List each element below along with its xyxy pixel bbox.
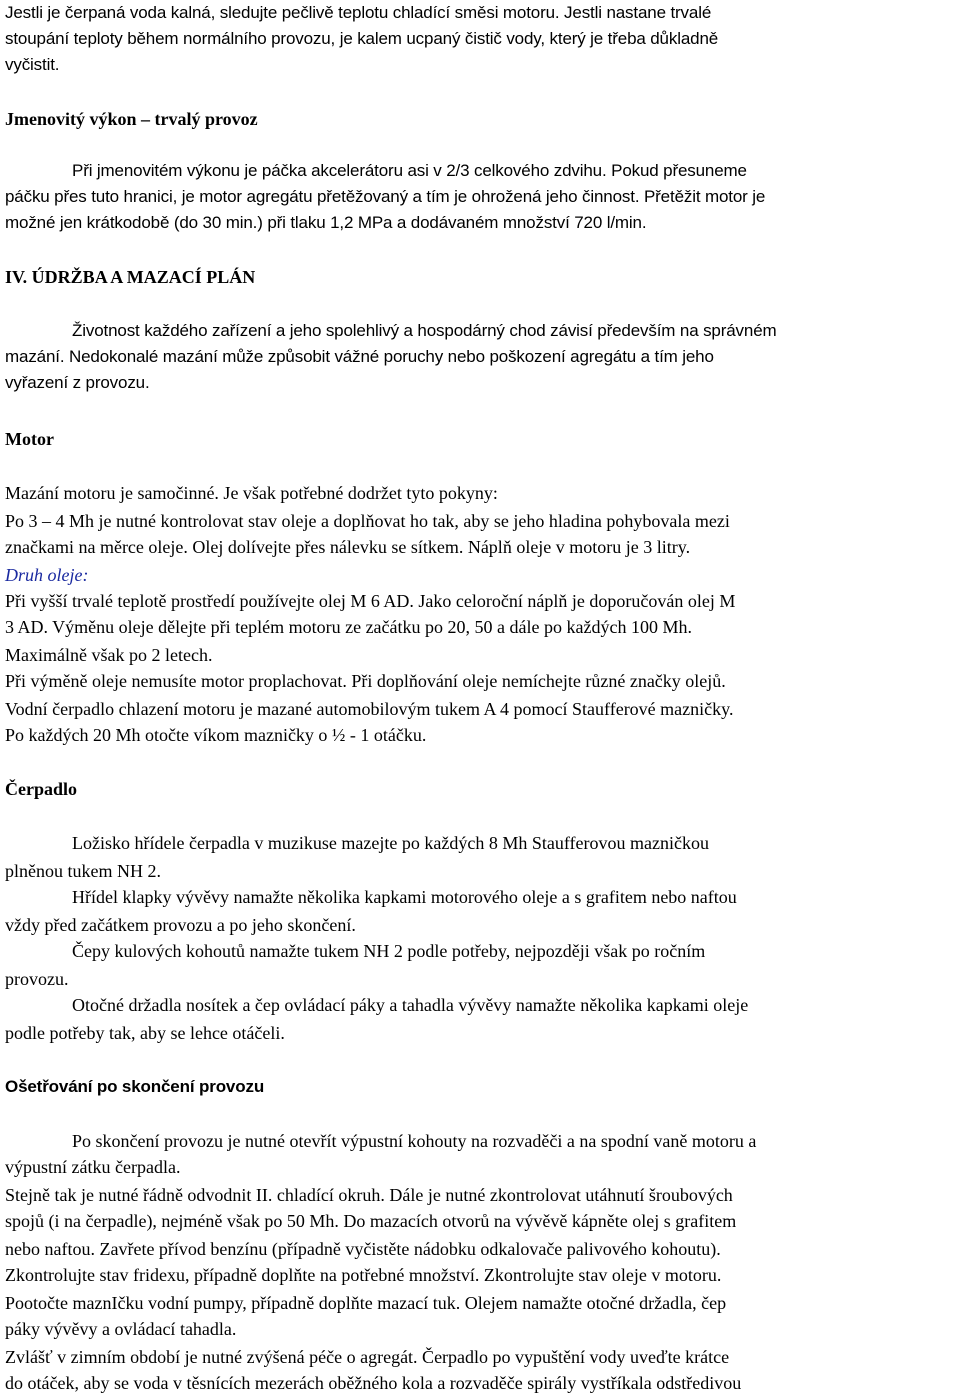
intro-line-2: stoupání teploty během normálního provozu, je kalem ucpaný čistič vody, který je třeba důkladně: [5, 29, 719, 48]
pump-line-7: Otočné držadla nosítek a čep ovládací páky a tahadla vývěvy namažte několika kapkami oleje: [72, 995, 749, 1015]
after-line-8: páky vývěvy a ovládací tahadla.: [5, 1319, 237, 1339]
intro-line-1: Jestli je čerpaná voda kalná, sledujte pečlivě teplotu chladící směsi motoru. Jestli nastane trvalé: [5, 3, 712, 22]
after-line-1: Po skončení provozu je nutné otevřít výpustní kohouty na rozvaděči a na spodní vaně motoru a: [72, 1131, 757, 1151]
maintenance-line-2: mazání. Nedokonalé mazání může způsobit vážné poruchy nebo poškození agregátu a tím jeho: [5, 347, 714, 366]
oil-line-3: Maximálně však po 2 letech.: [5, 645, 213, 665]
maintenance-line-1: Životnost každého zařízení a jeho spolehlivý a hospodárný chod závisí především na správném: [72, 321, 777, 340]
after-line-10: do otáček, aby se voda v těsnících mezerách oběžného kola a rozvaděče spirály vystříkala odstředivou: [5, 1373, 742, 1393]
motor-line-3: značkami na měrce oleje. Olej dolívejte přes nálevku se sítkem. Náplň oleje v motoru je 3 litry.: [5, 537, 691, 557]
heading-motor: Motor: [5, 429, 54, 449]
oil-line-2: 3 AD. Výměnu oleje dělejte při teplém motoru ze začátku po 20, 50 a dále po každých 100 Mh.: [5, 617, 692, 637]
heading-pump: Čerpadlo: [5, 779, 77, 799]
heading-after-operation: Ošetřování po skončení provozu: [5, 1077, 265, 1096]
after-line-9: Zvlášť v zimním období je nutné zvýšená péče o agregát. Čerpadlo po vypuštění vody uveďte krátce: [5, 1347, 730, 1367]
after-line-2: výpustní zátku čerpadla.: [5, 1157, 181, 1177]
oil-line-4: Při výměně oleje nemusíte motor proplachovat. Při doplňování oleje nemíchejte různé značky olejů.: [5, 671, 726, 691]
heading-nominal-power: Jmenovitý výkon – trvalý provoz: [5, 109, 258, 129]
nominal-line-2: páčku přes tuto hranici, je motor agregátu přetěžovaný a tím je ohrožená jeho činnost. Přetěžit motor je: [5, 187, 766, 206]
maintenance-line-3: vyřazení z provozu.: [5, 373, 150, 392]
motor-line-2: Po 3 – 4 Mh je nutné kontrolovat stav oleje a doplňovat ho tak, aby se jeho hladina pohybovala mezi: [5, 511, 730, 531]
motor-line-1: Mazání motoru je samočinné. Je však potřebné dodržet tyto pokyny:: [5, 483, 498, 503]
after-line-6: Zkontrolujte stav fridexu, případně doplňte na potřebné množství. Zkontrolujte stav oleje v motoru.: [5, 1265, 722, 1285]
nominal-line-1: Při jmenovitém výkonu je páčka akcelerátoru asi v 2/3 celkového zdvihu. Pokud přesuneme: [72, 161, 747, 180]
after-line-5: nebo naftou. Zavřete přívod benzínu (případně vyčistěte nádobku odkalovače palivového kohoutu).: [5, 1239, 721, 1259]
after-line-7: Pootočte maznIčku vodní pumpy, případně doplňte mazací tuk. Olejem namažte otočné držadla, čep: [5, 1293, 727, 1313]
oil-line-6: Po každých 20 Mh otočte víkom mazničky o ½ - 1 otáčku.: [5, 725, 427, 745]
pump-line-1: Ložisko hřídele čerpadla v muzikuse mazejte po každých 8 Mh Staufferovou mazničkou: [72, 833, 709, 853]
oil-line-5: Vodní čerpadlo chlazení motoru je mazané automobilovým tukem A 4 pomocí Staufferové mazničky.: [5, 699, 734, 719]
oil-line-1: Při vyšší trvalé teplotě prostředí používejte olej M 6 AD. Jako celoroční náplň je doporučován olej M: [5, 591, 736, 611]
pump-line-8: podle potřeby tak, aby se lehce otáčeli.: [5, 1023, 285, 1043]
pump-line-2: plněnou tukem NH 2.: [5, 861, 161, 881]
pump-line-4: vždy před začátkem provozu a po jeho skončení.: [5, 915, 356, 935]
nominal-line-3: možné jen krátkodobě (do 30 min.) při tlaku 1,2 MPa a dodávaném množství 720 l/min.: [5, 213, 647, 232]
oil-type-label: Druh oleje:: [5, 565, 89, 585]
heading-maintenance-plan: IV. ÚDRŽBA A MAZACÍ PLÁN: [5, 267, 256, 287]
pump-line-3: Hřídel klapky vývěvy namažte několika kapkami motorového oleje a s grafitem nebo naftou: [72, 887, 737, 907]
after-line-4: spojů (i na čerpadle), nejméně však po 50 Mh. Do mazacích otvorů na vývěvě kápněte olej s grafitem: [5, 1211, 737, 1231]
after-line-3: Stejně tak je nutné řádně odvodnit II. chladící okruh. Dále je nutné zkontrolovat utáhnutí šroubových: [5, 1185, 733, 1205]
intro-line-3: vyčistit.: [5, 55, 60, 74]
pump-line-6: provozu.: [5, 969, 69, 989]
pump-line-5: Čepy kulových kohoutů namažte tukem NH 2 podle potřeby, nejpozději však po ročním: [72, 941, 706, 961]
